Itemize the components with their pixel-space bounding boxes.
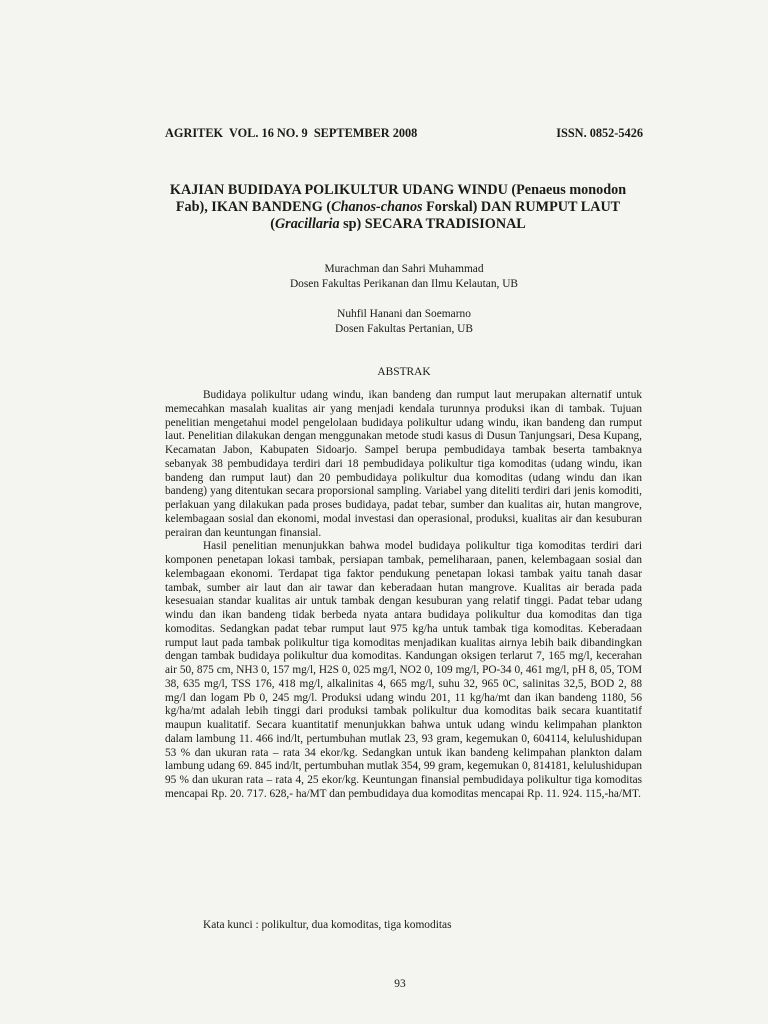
keywords: Kata kunci : polikultur, dua komoditas, tiga komoditas	[203, 919, 452, 931]
abstract-paragraph-2: Hasil penelitian menunjukkan bahwa model budidaya polikultur tiga komoditas terdiri dari komponen penetapan lokasi tambak, persiapan tambak, pemeliharaan, panen, kelembagaan sosial dan kelembagaan ekonomi. Terdapat tiga faktor pendukung penetapan lokasi tambak yaitu tanah dasar tambak, sumber air laut dan air tawar dan keberadaan hutan mangrove. Kualitas air berada pada kesesuaian standar kualitas air untuk tambak dengan kesuburan yang relatif tinggi. Padat tebar udang windu dan ikan bandeng tidak berbeda nyata antara budidaya polikultur dua komoditas dan tiga komoditas. Sedangkan padat tebar rumput laut 975 kg/ha untuk tambak tiga komoditas. Keberadaan rumput laut pada tambak polikultur tiga komoditas menjadikan kualitas airnya lebih baik dibandingkan dengan tambak budidaya polikultur dua komoditas. Kandungan oksigen terlarut 7, 165 mg/l, kecerahan air 50, 875 cm, NH3 0, 157 mg/l, H2S 0, 025 mg/l, NO2 0, 109 mg/l, PO-34 0, 461 mg/l, pH 8, 05, TOM 38, 635 mg/l, TSS 176, 418 mg/l, alkalinitas 4, 665 mg/l, suhu 32, 965 0C, salinitas 32,5, BOD 2, 88 mg/l dan logam Pb 0, 245 mg/l. Produksi udang windu 201, 11 kg/ha/mt dan ikan bandeng 1180, 56 kg/ha/mt adalah lebih tinggi dari produksi tambak polikultur dua komoditas baik secara kuantitatif maupun kualitatif. Secara kuantitatif menunjukkan bahwa untuk udang windu kelimpahan plankton dalam lambung 11. 466 ind/lt, pertumbuhan mutlak 23, 93 gram, kegemukan 0, 604114, kelulushidupan 53 % dan ukuran rata – rata 34 ekor/kg. Sedangkan untuk ikan bandeng kelimpahan plankton dalam lambung udang 69. 845 ind/lt, pertumbuhan mutlak 354, 99 gram, kegemukan 0, 814181, kelulushidupan 95 % dan ukuran rata – rata 4, 25 ekor/kg. Keuntungan finansial pembudidaya polikultur tiga komoditas mencapai Rp. 20. 717. 628,- ha/MT dan pembudidaya dua komoditas mencapai Rp. 11. 924. 115,-ha/MT.	[165, 540, 642, 800]
author-affiliation: Dosen Fakultas Perikanan dan Ilmu Kelautan, UB	[289, 277, 519, 290]
abstract-body	[165, 389, 642, 802]
title-line-1: KAJIAN BUDIDAYA POLIKULTUR UDANG WINDU (Penaeus monodon	[169, 182, 627, 198]
author-names: Nuhfil Hanani dan Soemarno	[337, 308, 471, 320]
abstract-paragraph-1: Budidaya polikultur udang windu, ikan bandeng dan rumput laut merupakan alternatif untuk memecahkan masalah kualitas air yang menjadi kendala turunnya produksi ikan di tambak. Tujuan penelitian mengetahui model pengelolaan budidaya polikultur udang windu, ikan bandeng dan rumput laut. Penelitian dilakukan dengan menggunakan metode studi kasus di Dusun Tanjungsari, Desa Kupang, Kecamatan Jabon, Kabupaten Sidoarjo. Sampel berupa pembudidaya tambak beserta tambaknya sebanyak 38 pembudidaya terdiri dari 18 pembudidaya polikultur tiga komoditas (udang windu, ikan bandeng dan rumput laut) dan 20 pembudidaya polikultur dua komoditas (udang windu dan ikan bandeng) yang ditentukan secara proporsional sampling. Variabel yang diteliti terdiri dari jenis komoditi, perlakuan yang dilakukan pada proses budidaya, padat tebar, sumber dan kualitas air, hutan mangrove, kelembagaan sosial dan ekonomi, modal investasi dan operasional, produksi, kualitas air dan kesuburan perairan dan keuntungan finansial.	[165, 389, 642, 539]
journal-header	[165, 126, 643, 141]
abstract-heading: ABSTRAK	[377, 366, 431, 378]
title-line-2: Fab), IKAN BANDENG (Chanos-chanos Forskal) DAN RUMPUT LAUT	[175, 199, 621, 215]
author-affiliation: Dosen Fakultas Pertanian, UB	[335, 322, 473, 335]
author-block-1	[165, 262, 643, 291]
issn: ISSN. 0852-5426	[556, 126, 643, 140]
journal-info: AGRITEK VOL. 16 NO. 9 SEPTEMBER 2008	[165, 126, 418, 140]
author-block-2	[165, 307, 643, 336]
paper-title	[148, 182, 648, 233]
title-line-3: (Gracillaria sp) SECARA TRADISIONAL	[270, 216, 526, 232]
author-names: Murachman dan Sahri Muhammad	[324, 263, 484, 275]
page-number: 93	[394, 978, 406, 990]
